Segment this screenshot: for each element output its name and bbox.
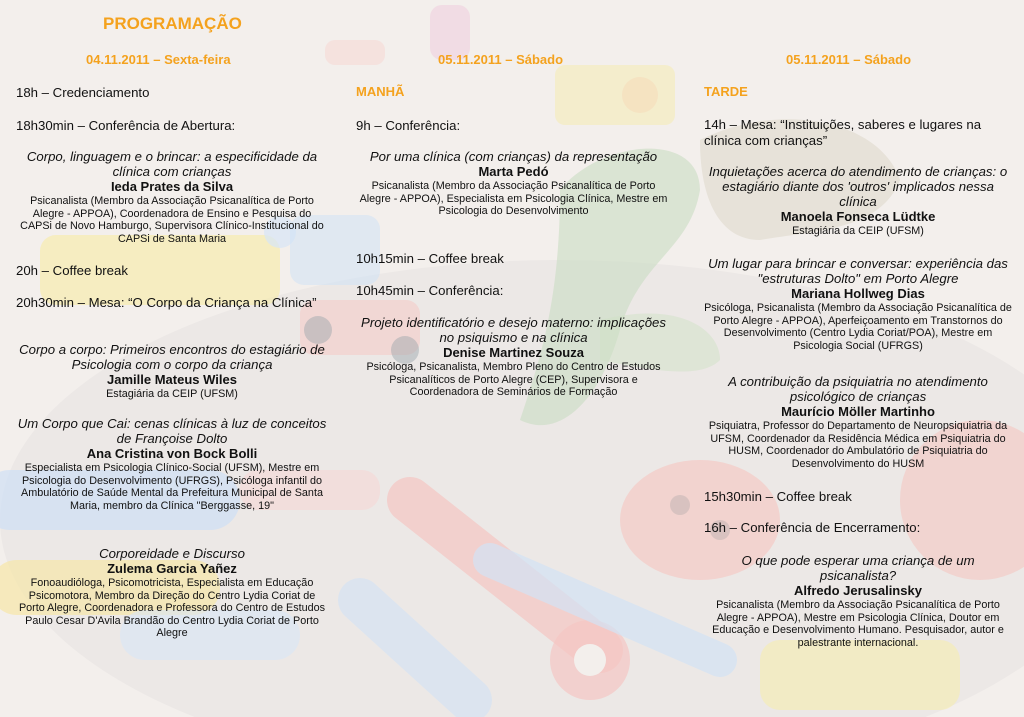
speaker-bio: Psiquiatra, Professor do Departamento de Neuropsiquiatria da UFSM, Coordenador da Residência Médica em Psiquiatria do HUSM, Coordenador do Ambulatório de Psiquiatria do Desenvolvimento do HUSM xyxy=(708,420,1008,470)
page-title: PROGRAMAÇÃO xyxy=(103,14,242,33)
schedule-item: 18h30min – Conferência de Abertura: xyxy=(16,118,236,133)
talk-title: Projeto identificatório e desejo materno: implicações no psiquismo e na clínica xyxy=(361,315,666,345)
period-heading: MANHÃ xyxy=(356,84,405,99)
period-heading: TARDE xyxy=(704,84,748,99)
day-heading: 04.11.2011 – Sexta-feira xyxy=(86,52,231,67)
talk-title: Inquietações acerca do atendimento de crianças: o estagiário diante dos 'outros' implicados nessa clínica xyxy=(708,164,1008,209)
speaker-name: Mariana Hollweg Dias xyxy=(791,286,925,301)
talk-block xyxy=(704,553,1012,649)
schedule-item: 20h30min – Mesa: “O Corpo da Criança na Clínica” xyxy=(16,295,317,310)
schedule-item: 16h – Conferência de Encerramento: xyxy=(704,520,921,535)
talk-block xyxy=(356,315,671,399)
talk-block xyxy=(356,149,671,218)
speaker-bio: Estagiária da CEIP (UFSM) xyxy=(792,225,924,237)
talk-block xyxy=(704,374,1012,470)
speaker-name: Jamille Mateus Wiles xyxy=(107,372,237,387)
talk-title: Corpo a corpo: Primeiros encontros do estagiário de Psicologia com o corpo da criança xyxy=(19,342,325,372)
schedule-item: 20h – Coffee break xyxy=(16,263,128,278)
talk-block xyxy=(704,164,1012,238)
talk-block xyxy=(16,149,328,245)
talk-title: Corporeidade e Discurso xyxy=(99,546,245,561)
talk-block xyxy=(16,342,328,401)
speaker-name: Zulema Garcia Yañez xyxy=(107,561,237,576)
speaker-bio: Psicóloga, Psicanalista (Membro da Associação Psicanalítica de Porto Alegre - APPOA), Aperfeiçoamento em Transtornos do Desenvolvimento (Centro Lydia Coriat/POA), Mestre em Psicologia Social (UFRGS) xyxy=(704,302,1012,352)
speaker-name: Ana Cristina von Bock Bolli xyxy=(86,446,258,461)
talk-title: Um Corpo que Cai: cenas clínicas à luz de conceitos de Françoise Dolto xyxy=(17,416,327,446)
speaker-name: Ieda Prates da Silva xyxy=(110,179,234,194)
speaker-bio: Estagiária da CEIP (UFSM) xyxy=(106,388,238,400)
speaker-name: Maurício Möller Martinho xyxy=(781,404,935,419)
schedule-item: 14h – Mesa: “Instituições, saberes e lugares na clínica com crianças” xyxy=(704,117,982,148)
talk-block xyxy=(16,416,328,512)
speaker-bio: Psicanalista (Membro da Associação Psicanalítica de Porto Alegre - APPOA), Mestre em Psicologia Clínica, Doutor em Educação e Desenvolvimento Humano. Pesquisador, autor e palestrante internacional. xyxy=(712,599,1004,649)
talk-block xyxy=(704,256,1012,352)
speaker-name: Alfredo Jerusalinsky xyxy=(794,583,922,598)
speaker-bio: Psicóloga, Psicanalista, Membro Pleno do Centro de Estudos Psicanalíticos de Porto Alegre (CEP), Supervisora e Coordenadora de Seminários de Formação xyxy=(366,361,661,399)
talk-title: O que pode esperar uma criança de um psicanalista? xyxy=(741,553,975,583)
schedule-item: 18h – Credenciamento xyxy=(16,85,150,100)
speaker-name: Manoela Fonseca Lüdtke xyxy=(780,209,936,224)
talk-title: Um lugar para brincar e conversar: experiência das "estruturas Dolto" em Porto Alegre xyxy=(708,256,1008,286)
talk-title: A contribuição da psiquiatria no atendimento psicológico de crianças xyxy=(728,374,988,404)
talk-block xyxy=(16,546,328,640)
schedule-item: 10h45min – Conferência: xyxy=(356,283,504,298)
schedule-item: 10h15min – Coffee break xyxy=(356,251,504,266)
talk-title: Por uma clínica (com crianças) da representação xyxy=(369,149,658,164)
speaker-name: Denise Martinez Souza xyxy=(443,345,584,360)
speaker-bio: Psicanalista (Membro da Associação Psicanalítica de Porto Alegre - APPOA), Coordenadora de Ensino e Pesquisa do CAPSi de Novo Hamburgo, Supervisora Clínico-Institucional do CAPSi de Santa Maria xyxy=(20,195,324,245)
speaker-bio: Fonoaudióloga, Psicomotricista, Especialista em Educação Psicomotora, Membro da Direção do Centro Lydia Coriat de Porto Alegre, Coordenadora e Professora do Centro de Estudos Paulo Cesar D'Avila Brandão do Centro Lydia Coriat de Porto Alegre xyxy=(18,577,326,640)
schedule-item: 15h30min – Coffee break xyxy=(704,489,852,504)
day-heading: 05.11.2011 – Sábado xyxy=(438,52,564,67)
talk-title: Corpo, linguagem e o brincar: a especificidade da clínica com crianças xyxy=(26,149,318,179)
speaker-name: Marta Pedó xyxy=(478,164,549,179)
day-heading: 05.11.2011 – Sábado xyxy=(786,52,912,67)
speaker-bio: Especialista em Psicologia Clínico-Social (UFSM), Mestre em Psicologia do Desenvolvimento (UFRGS), Psicóloga infantil do Ambulatório de Saúde Mental da Prefeitura Municipal de Santa Maria, membro da Clínica "Berggasse, 19" xyxy=(21,462,323,512)
schedule-item: 9h – Conferência: xyxy=(356,118,461,133)
speaker-bio: Psicanalista (Membro da Associação Psicanalítica de Porto Alegre - APPOA), Especialista em Psicologia Clínica, Mestre em Psicologia do Desenvolvimento xyxy=(359,180,668,218)
